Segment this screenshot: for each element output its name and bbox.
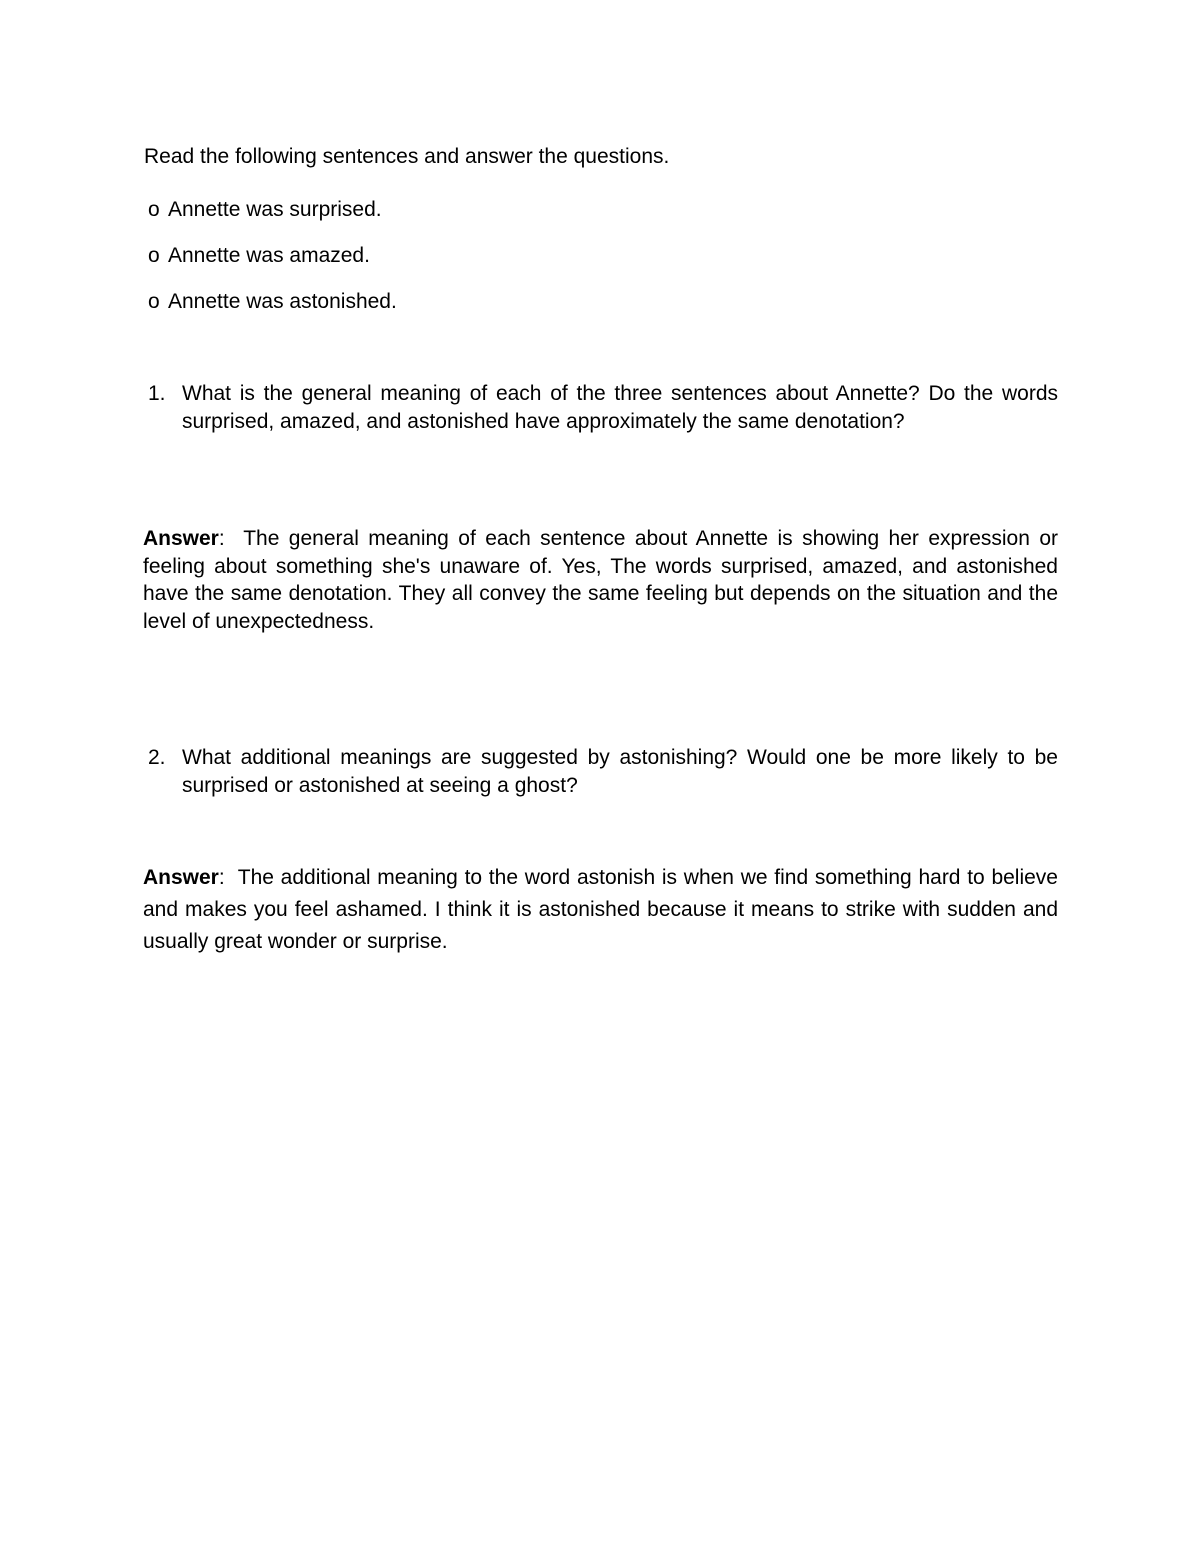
list-item — [148, 288, 397, 334]
question-number: 2. — [148, 746, 166, 769]
question-number: 1. — [148, 382, 166, 405]
sentence-text: Annette was amazed. — [168, 244, 370, 267]
answer-label: Answer — [143, 527, 219, 550]
bullet-icon: o — [148, 244, 160, 267]
question-2 — [144, 744, 1058, 800]
instruction-text: Read the following sentences and answer the questions. — [144, 145, 670, 168]
list-item — [148, 242, 397, 288]
answer-text: The additional meaning to the word astonish is when we find something hard to believe and makes you feel ashamed. I think it is astonished because it means to strike with sudden and usually great wonder or surprise. — [143, 866, 1058, 953]
bullet-icon: o — [148, 198, 160, 221]
sentence-text: Annette was astonished. — [168, 290, 397, 313]
answer-label: Answer — [143, 866, 219, 889]
answer-colon: : — [218, 527, 225, 550]
answer-1 — [143, 525, 1058, 635]
list-item — [148, 196, 397, 242]
answer-2 — [143, 862, 1058, 958]
answer-colon: : — [218, 866, 225, 889]
question-text: What is the general meaning of each of the three sentences about Annette? Do the words surprised, amazed, and astonished have approximately the same denotation? — [182, 382, 1058, 433]
question-1 — [144, 380, 1058, 436]
sentence-list — [148, 196, 397, 334]
question-text: What additional meanings are suggested by astonishing? Would one be more likely to be surprised or astonished at seeing a ghost? — [182, 746, 1058, 797]
answer-text: The general meaning of each sentence about Annette is showing her expression or feeling about something she's unaware of. Yes, The words surprised, amazed, and astonished have the same denotation. They all convey the same feeling but depends on the situation and the level of unexpectedness. — [143, 527, 1058, 633]
sentence-text: Annette was surprised. — [168, 198, 382, 221]
bullet-icon: o — [148, 290, 160, 313]
